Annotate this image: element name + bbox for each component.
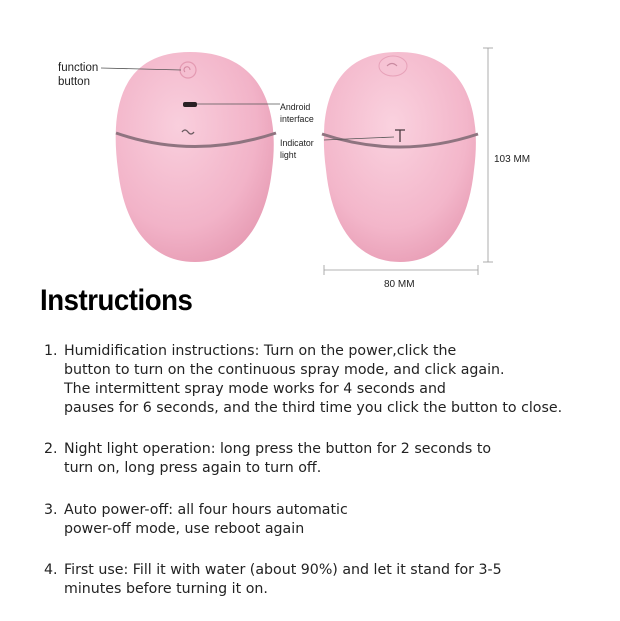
step-number: 4. (44, 562, 58, 578)
step-line: Auto power-off: all four hours automatic (64, 502, 348, 518)
height-dimension (483, 48, 493, 262)
instruction-step-4 (44, 561, 604, 599)
android-interface-label-1: Android (280, 102, 311, 112)
step-number: 3. (44, 502, 58, 518)
step-text (64, 440, 604, 478)
instruction-step-1 (44, 342, 604, 418)
humidifier-diagram (0, 0, 620, 300)
android-interface-label-2: interface (280, 114, 314, 124)
step-line: minutes before turning it on. (64, 581, 268, 597)
android-port-icon (183, 102, 197, 107)
instruction-step-2 (44, 440, 604, 478)
step-text (64, 561, 604, 599)
humidifier-body (116, 52, 274, 262)
step-line: Night light operation: long press the button for 2 seconds to (64, 441, 492, 457)
width-label: 80 MM (384, 279, 415, 290)
humidifier-front-view (116, 52, 276, 262)
instruction-list (44, 342, 604, 621)
step-line: pauses for 6 seconds, and the third time you click the button to close. (64, 400, 563, 416)
step-text (64, 342, 604, 418)
height-label: 103 MM (494, 154, 531, 165)
indicator-light-label-2: light (280, 150, 297, 160)
humidifier-side-view (322, 52, 478, 262)
step-line: First use: Fill it with water (about 90%) and let it stand for 3-5 (64, 562, 502, 578)
indicator-light-label-1: Indicator (280, 138, 314, 148)
step-text (64, 501, 604, 539)
function-button-label-2: button (58, 76, 90, 88)
step-line: turn on, long press again to turn off. (64, 460, 322, 476)
humidifier-body (324, 52, 476, 262)
product-figure (0, 0, 620, 300)
step-line: Humidification instructions: Turn on the power,click the (64, 343, 457, 359)
mist-outlet-icon (379, 56, 407, 76)
step-number: 2. (44, 441, 58, 457)
instruction-step-3 (44, 501, 604, 539)
step-line: power-off mode, use reboot again (64, 521, 305, 537)
step-line: The intermittent spray mode works for 4 seconds and (64, 381, 446, 397)
step-line: button to turn on the continuous spray mode, and click again. (64, 362, 505, 378)
function-button-label-1: function (58, 62, 99, 74)
instructions-heading: Instructions (40, 284, 193, 317)
function-button-icon (180, 62, 196, 78)
width-dimension (324, 265, 478, 275)
step-number: 1. (44, 343, 58, 359)
